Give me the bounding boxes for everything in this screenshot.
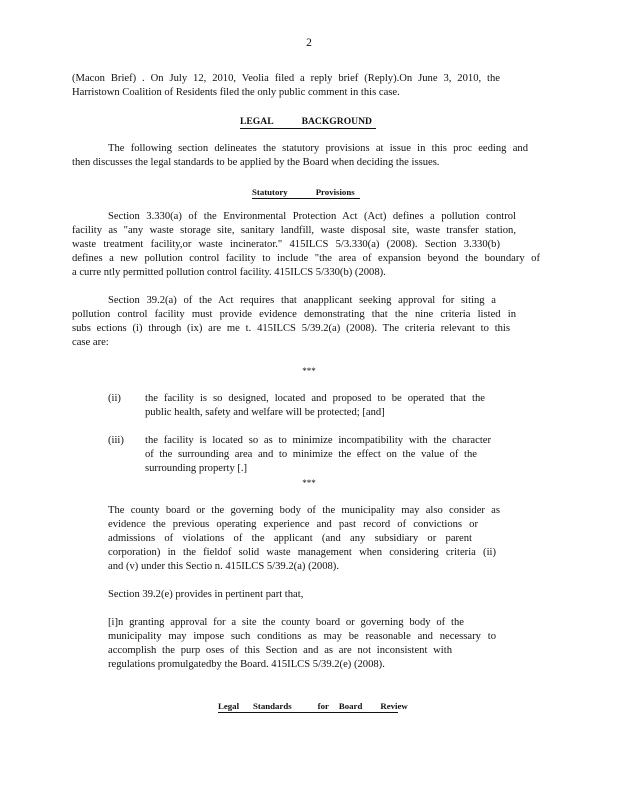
para-392a-line-1: Section 39.2(a) of the Act requires that anapplicant seeking approval for siting a [108, 295, 496, 306]
criterion-iii-number: (iii) [108, 435, 124, 446]
criterion-ii-line-2: public health, safety and welfare will be protected; [and] [145, 407, 385, 418]
criterion-iii-line-1: the facility is located so as to minimize incompatibility with the character [145, 435, 491, 446]
heading-word: Board [338, 701, 363, 711]
para-county-line-2: evidence the previous operating experience and past record of convictions or [108, 519, 478, 530]
criterion-iii-line-2: of the surrounding area and to minimize the effect on the value of the [145, 449, 477, 460]
intro-line-1: (Macon Brief) . On July 12, 2010, Veolia filed a reply brief (Reply).On June 3, 2010, the [72, 73, 500, 84]
heading-word: Legal [218, 701, 240, 711]
para-392e-intro: Section 39.2(e) provides in pertinent part that, [108, 589, 304, 600]
para-392a-line-4: case are: [72, 337, 109, 348]
para-3330-line-1: Section 3.330(a) of the Environmental Protection Act (Act) defines a pollution control [108, 211, 516, 222]
heading-legal-background [240, 116, 376, 129]
criterion-ii-number: (ii) [108, 393, 121, 404]
para-county-line-5: and (v) under this Sectio n. 415ILCS 5/39.2(a) (2008). [108, 561, 339, 572]
page-number: 2 [306, 37, 312, 49]
quote-392e-line-4: regulations promulgatedby the Board. 415ILCS 5/39.2(e) (2008). [108, 659, 385, 670]
para-3330-line-4: defines a new pollution control facility to include "the area of expansion beyond the boundary of [72, 253, 540, 264]
ellipsis-stars: *** [302, 366, 316, 376]
heading-word: for [317, 701, 329, 711]
para-county-line-4: corporation) in the fieldof solid waste management when considering criteria (ii) [108, 547, 496, 558]
section-intro-line-2: then discusses the legal standards to be applied by the Board when deciding the issues. [72, 157, 440, 168]
section-intro-line-1: The following section delineates the statutory provisions at issue in this proc eeding and [108, 143, 528, 154]
heading-legal-standards [218, 700, 408, 713]
ellipsis-stars: *** [302, 478, 316, 488]
para-392a-line-2: pollution control facility must provide evidence demonstrating that the nine criteria listed in [72, 309, 516, 320]
para-county-line-3: admissions of violations of the applicant (and any subsidiary or parent [108, 533, 472, 544]
heading-word: Statutory [252, 187, 288, 197]
intro-line-2: Harristown Coalition of Residents filed the only public comment in this case. [72, 87, 400, 98]
heading-word: Review [380, 701, 408, 711]
heading-statutory-provisions [252, 186, 360, 199]
quote-392e-line-2: municipality may impose such conditions as may be reasonable and necessary to [108, 631, 496, 642]
criterion-ii-line-1: the facility is so designed, located and proposed to be operated that the [145, 393, 485, 404]
para-392a-line-3: subs ections (i) through (ix) are me t. 415ILCS 5/39.2(a) (2008). The criteria relevant to this [72, 323, 510, 334]
para-3330-line-2: facility as "any waste storage site, sanitary landfill, waste disposal site, waste transfer station, [72, 225, 516, 236]
criterion-iii-line-3: surrounding property [.] [145, 463, 248, 474]
heading-word: BACKGROUND [301, 116, 372, 127]
para-county-line-1: The county board or the governing body of the municipality may also consider as [108, 505, 500, 516]
heading-word: LEGAL [240, 116, 274, 127]
heading-word: Standards [253, 701, 292, 711]
para-3330-line-3: waste treatment facility,or waste incinerator." 415ILCS 5/3.330(a) (2008). Section 3.330(b) [72, 239, 500, 250]
quote-392e-line-1: [i]n granting approval for a site the county board or governing body of the [108, 617, 464, 628]
heading-word: Provisions [315, 187, 355, 197]
quote-392e-line-3: accomplish the purp oses of this Section and as are not inconsistent with [108, 645, 452, 656]
para-3330-line-5: a curre ntly permitted pollution control facility. 415ILCS 5/330(b) (2008). [72, 267, 386, 278]
